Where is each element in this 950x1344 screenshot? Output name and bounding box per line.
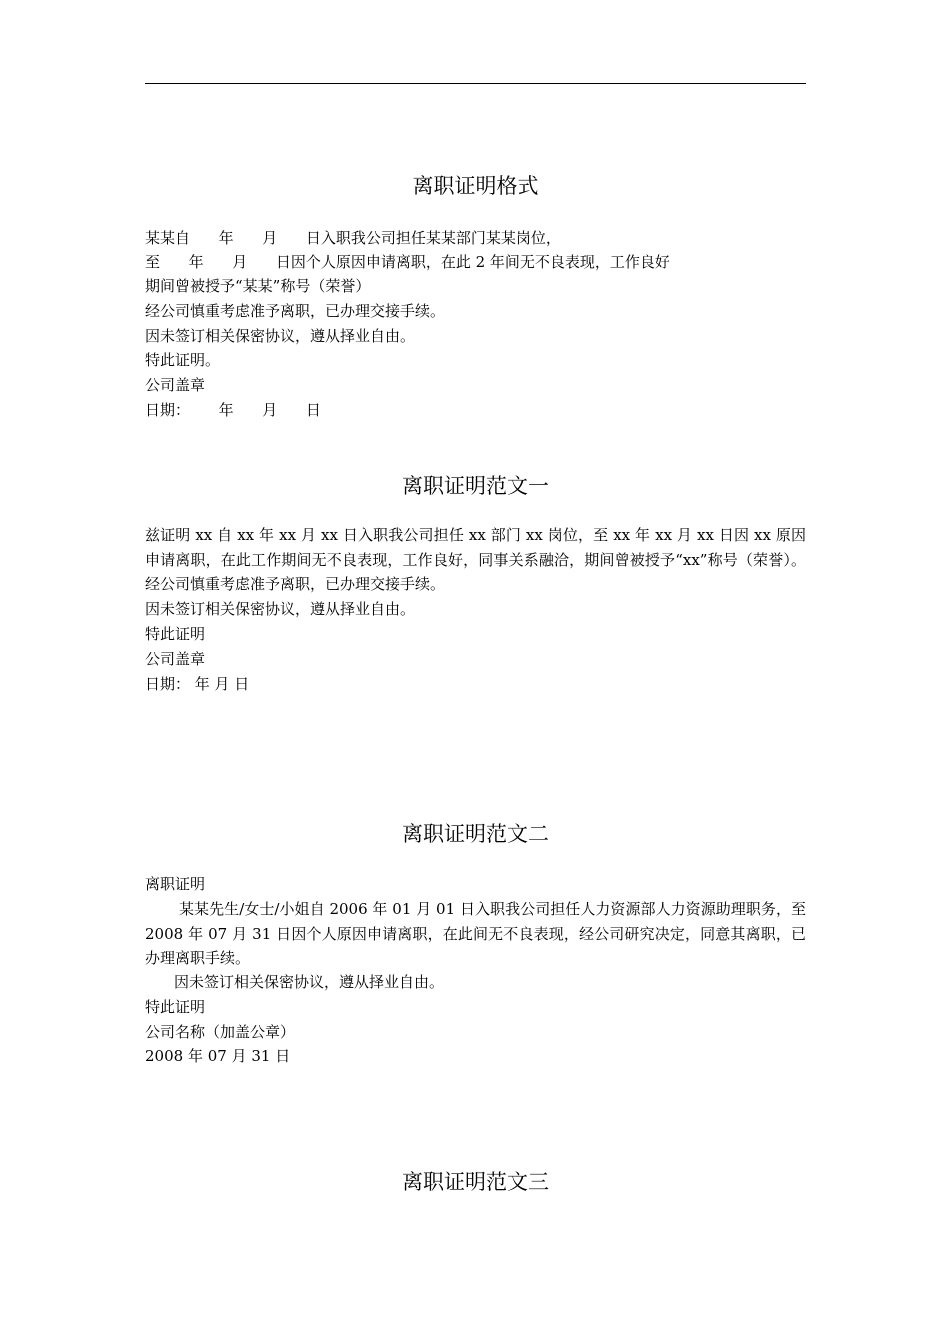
section-title-format: 离职证明格式	[412, 174, 539, 198]
sample-2-heading: 离职证明	[145, 875, 206, 893]
sample-1-line-4: 日期： 年 月 日	[145, 675, 250, 693]
sample-2-paragraph: 某某先生/女士/小姐自 2006 年 01 月 01 日入职我公司担任人力资源部人力资源助理职务，至 2008 年 07 月 31 日因个人原因申请离职，在此间无不良表现，经公司研究决定，同意其离职，已办理离职手续。	[145, 900, 806, 967]
format-line-7: 公司盖章	[145, 376, 206, 394]
sample-2-line-2: 公司名称（加盖公章）	[145, 1023, 296, 1041]
format-line-1: 某某自 年 月 日入职我公司担任某某部门某某岗位，	[145, 229, 561, 247]
section-title-sample-1: 离职证明范文一	[402, 474, 549, 498]
sample-2-line-1: 特此证明	[145, 998, 206, 1016]
sample-2-line-3: 2008 年 07 月 31 日	[145, 1047, 291, 1065]
format-line-4: 经公司慎重考虑准予离职，已办理交接手续。	[145, 302, 446, 320]
format-line-5: 因未签订相关保密协议，遵从择业自由。	[145, 327, 416, 345]
section-title-sample-2: 离职证明范文二	[402, 822, 549, 846]
sample-2-indented-line: 因未签订相关保密协议，遵从择业自由。	[174, 973, 445, 991]
sample-1-line-2: 特此证明	[145, 625, 206, 643]
format-line-8: 日期： 年 月 日	[145, 401, 321, 419]
section-title-sample-3: 离职证明范文三	[402, 1170, 549, 1194]
sample-1-paragraph: 兹证明 xx 自 xx 年 xx 月 xx 日入职我公司担任 xx 部门 xx 岗位，至 xx 年 xx 月 xx 日因 xx 原因申请离职，在此工作期间无不良表现，工作良好，同事关系融洽，期间曾被授予“xx”称号（荣誉）。经公司慎重考虑准予离职，已办理交接手续。	[145, 526, 806, 593]
format-line-6: 特此证明。	[145, 351, 221, 369]
header-rule	[145, 83, 806, 84]
sample-1-line-1: 因未签订相关保密协议，遵从择业自由。	[145, 600, 416, 618]
format-line-2: 至 年 月 日因个人原因申请离职，在此 2 年间无不良表现，工作良好	[145, 253, 670, 271]
sample-1-line-3: 公司盖章	[145, 650, 206, 668]
format-line-3: 期间曾被授予“某某”称号（荣誉）	[145, 277, 371, 295]
